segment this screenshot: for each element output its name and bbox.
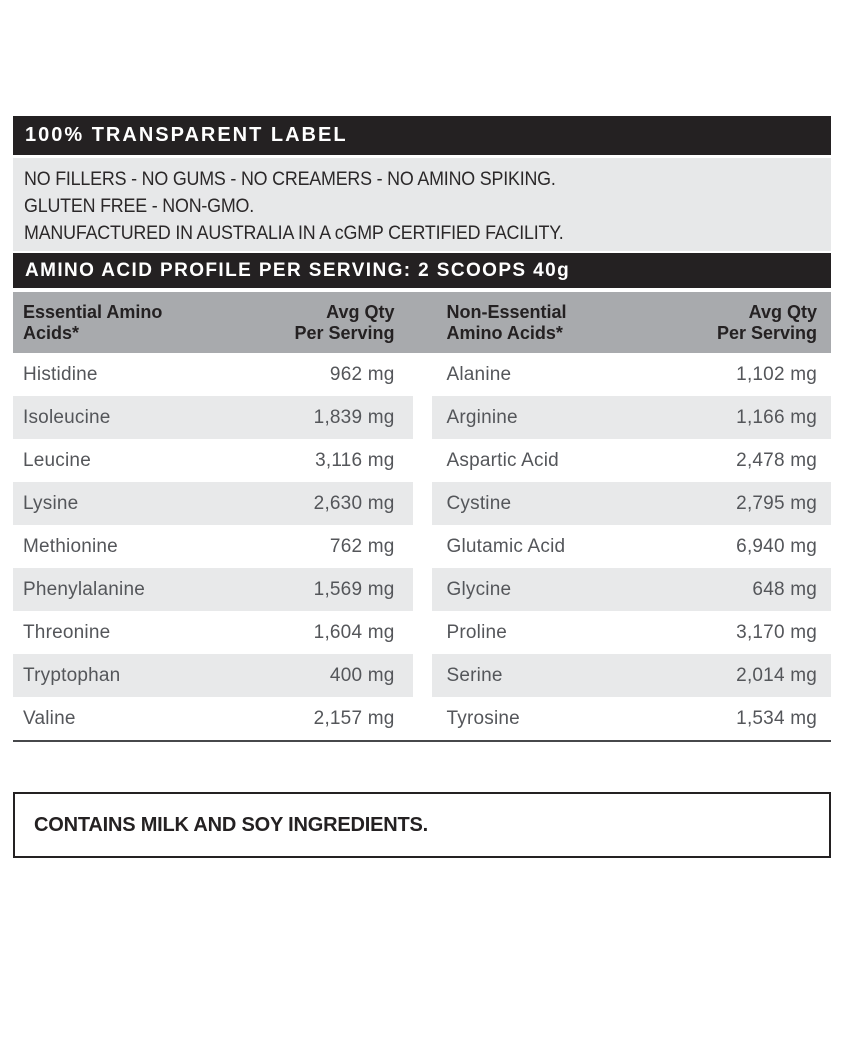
amino-name: Histidine [23,363,98,385]
amino-name: Alanine [446,363,512,385]
supplement-label-panel [13,116,831,858]
amino-name: Serine [446,664,503,686]
amino-qty: 1,166 mg [736,406,817,428]
amino-name: Lysine [23,492,79,514]
table-row [13,525,831,568]
essential-amino-acids-header: Essential Amino Acids* [23,301,163,343]
label-claims-panel [13,158,831,251]
table-row [13,396,831,439]
amino-name: Phenylalanine [23,578,145,600]
amino-qty: 2,157 mg [313,707,395,729]
amino-qty: 1,604 mg [313,621,395,643]
claim-line-fillers: NO FILLERS - NO GUMS - NO CREAMERS - NO AMINO SPIKING. [24,169,556,190]
amino-name: Tyrosine [446,707,520,729]
amino-name: Valine [23,707,76,729]
amino-name: Arginine [446,406,518,428]
table-row [13,353,831,396]
amino-table-rows [13,353,831,742]
amino-name: Tryptophan [23,664,121,686]
table-row [13,654,831,697]
essential-header-half [13,302,413,344]
amino-name: Isoleucine [23,406,111,428]
transparent-label-bar [13,116,831,155]
amino-name: Glycine [446,578,512,600]
amino-name: Proline [446,621,508,643]
amino-qty: 2,014 mg [736,664,817,686]
allergen-statement-box [13,792,831,858]
amino-qty: 1,534 mg [736,707,817,729]
amino-qty: 648 mg [752,578,817,600]
table-row [13,439,831,482]
amino-qty: 400 mg [329,664,395,686]
amino-qty: 2,478 mg [736,449,817,471]
non-essential-header-half [432,302,832,344]
amino-qty: 3,116 mg [315,449,395,471]
amino-qty: 1,569 mg [313,578,395,600]
claim-line-gluten: GLUTEN FREE - NON-GMO. [24,196,255,217]
amino-name: Leucine [23,449,91,471]
amino-name: Aspartic Acid [446,449,559,471]
table-row [13,697,831,740]
amino-name: Threonine [23,621,111,643]
amino-qty: 762 mg [329,535,395,557]
amino-qty: 1,102 mg [736,363,817,385]
amino-qty: 6,940 mg [736,535,817,557]
amino-name: Cystine [446,492,512,514]
table-row [13,568,831,611]
non-essential-qty-header: Avg Qty Per Serving [716,301,817,343]
amino-profile-title-bar [13,253,831,288]
essential-qty-header: Avg Qty Per Serving [294,301,395,343]
amino-name: Glutamic Acid [446,535,566,557]
allergen-statement: CONTAINS MILK AND SOY INGREDIENTS. [34,813,428,836]
non-essential-amino-acids-header: Non-Essential Amino Acids* [446,301,567,343]
table-row [13,611,831,654]
transparent-label-title: 100% TRANSPARENT LABEL [25,124,348,146]
claim-line-manufactured: MANUFACTURED IN AUSTRALIA IN A cGMP CERTIFIED FACILITY. [24,223,564,244]
amino-qty: 3,170 mg [736,621,817,643]
amino-table-header [13,292,831,353]
amino-name: Methionine [23,535,118,557]
amino-qty: 2,795 mg [736,492,817,514]
table-row [13,482,831,525]
amino-profile-title: AMINO ACID PROFILE PER SERVING: 2 SCOOPS 40g [25,259,571,281]
amino-qty: 1,839 mg [313,406,395,428]
amino-qty: 2,630 mg [313,492,395,514]
amino-qty: 962 mg [329,363,395,385]
